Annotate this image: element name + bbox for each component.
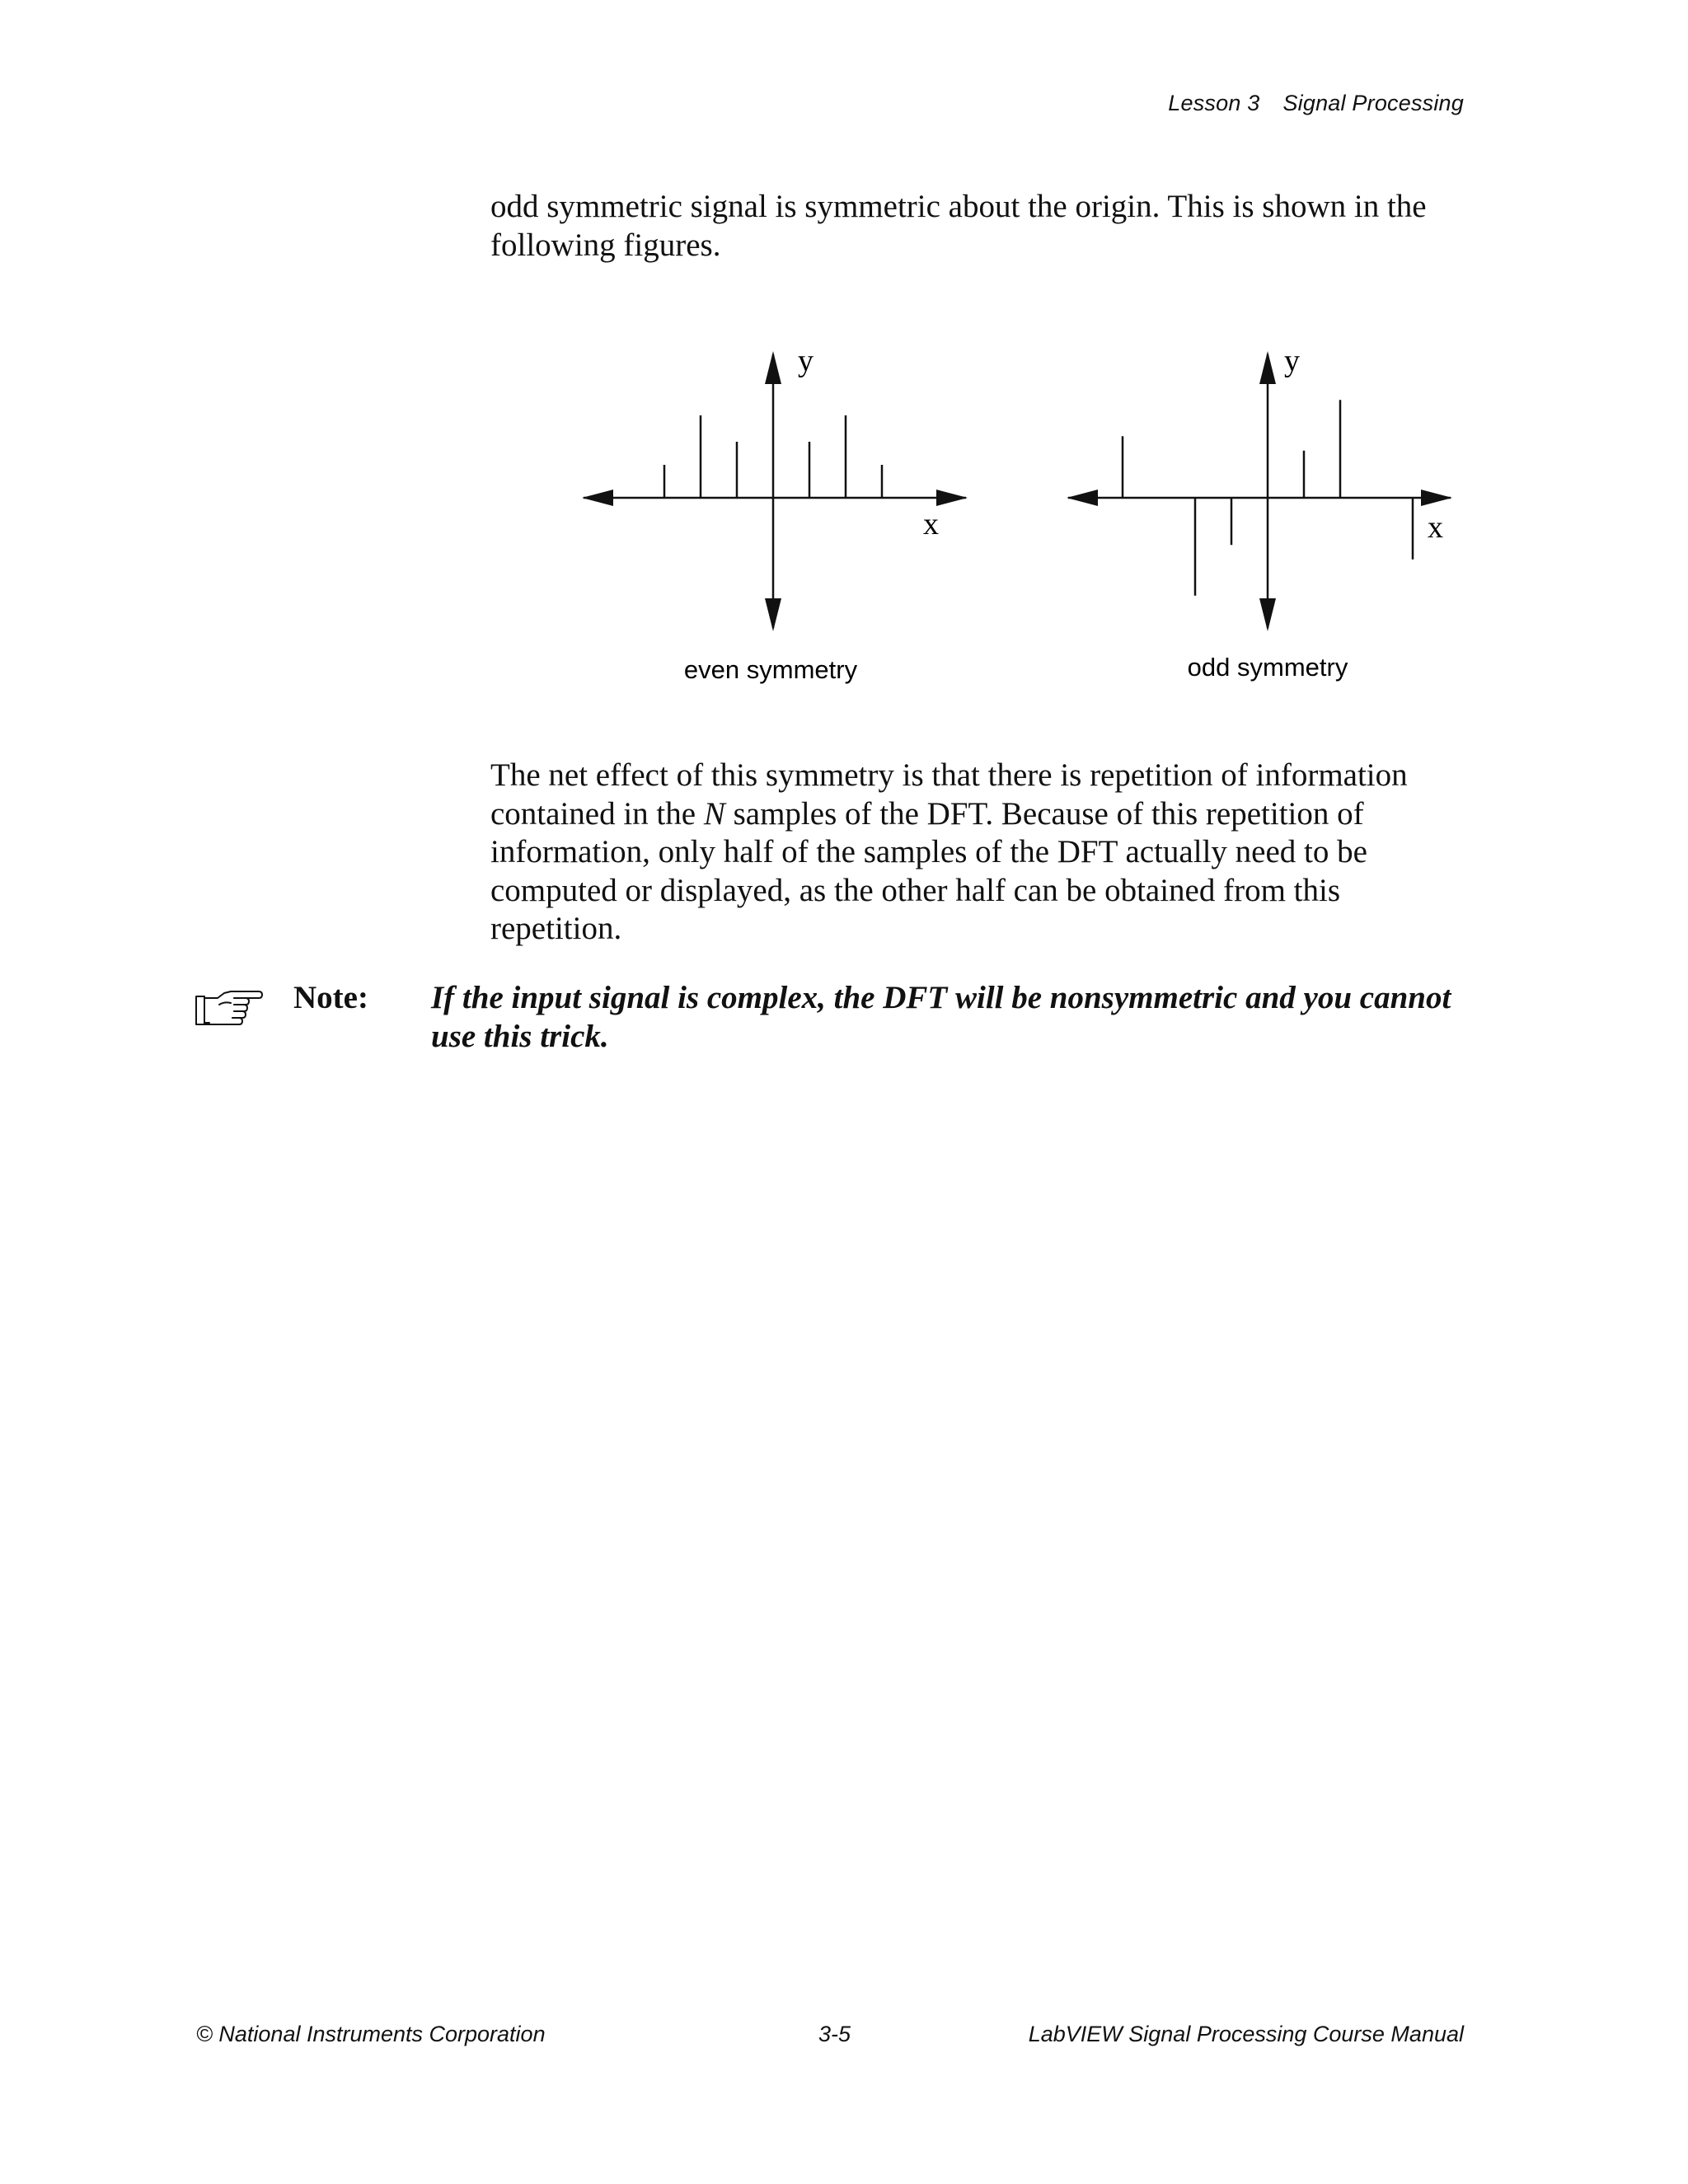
pointing-hand-icon (195, 985, 264, 1029)
even-y-axis-up-arrow (765, 351, 781, 384)
odd-symmetry-plot (1067, 344, 1452, 682)
running-head-lesson: Lesson 3 (1168, 91, 1260, 115)
para2-n-symbol: N (703, 795, 725, 832)
even-x-axis-left-arrow (582, 490, 613, 506)
even-x-axis-right-arrow (936, 490, 968, 506)
even-stems (664, 415, 882, 498)
footer-copyright: © National Instruments Corporation (196, 2022, 546, 2046)
footer-page-number: 3-5 (818, 2022, 851, 2046)
even-symmetry-plot (582, 344, 968, 684)
odd-x-axis-right-arrow (1421, 490, 1452, 506)
body-paragraph-symmetry-effect (490, 757, 1471, 949)
note-label: Note: (293, 980, 368, 1015)
odd-x-axis-left-arrow (1067, 490, 1098, 506)
footer-manual-title: LabVIEW Signal Processing Course Manual (1028, 2022, 1464, 2046)
even-caption: even symmetry (683, 655, 858, 684)
body-paragraph-intro: odd symmetric signal is symmetric about the origin. This is shown in the following figures. (490, 189, 1427, 263)
even-x-label: x (923, 507, 939, 541)
para2-part-a: The net effect of this symmetry is that there is repetition of information contained in the (490, 757, 1408, 832)
even-y-axis-down-arrow (765, 598, 781, 631)
odd-y-axis-down-arrow (1259, 598, 1276, 631)
even-y-label: y (798, 344, 814, 378)
odd-x-label: x (1428, 510, 1443, 545)
running-head-section: Signal Processing (1282, 91, 1464, 115)
odd-stems (1123, 400, 1413, 596)
para2-part-b: samples of the DFT. Because of this repetition of information, only half of the samples of the DFT actually need to be computed or displayed, as the other half can be obtained from this repetition. (490, 795, 1367, 946)
note-text: If the input signal is complex, the DFT will be nonsymmetric and you cannot use this trick. (431, 980, 1451, 1054)
odd-y-label: y (1284, 344, 1300, 378)
odd-caption: odd symmetry (1187, 653, 1348, 682)
running-head (1168, 91, 1464, 116)
odd-y-axis-up-arrow (1259, 351, 1276, 384)
